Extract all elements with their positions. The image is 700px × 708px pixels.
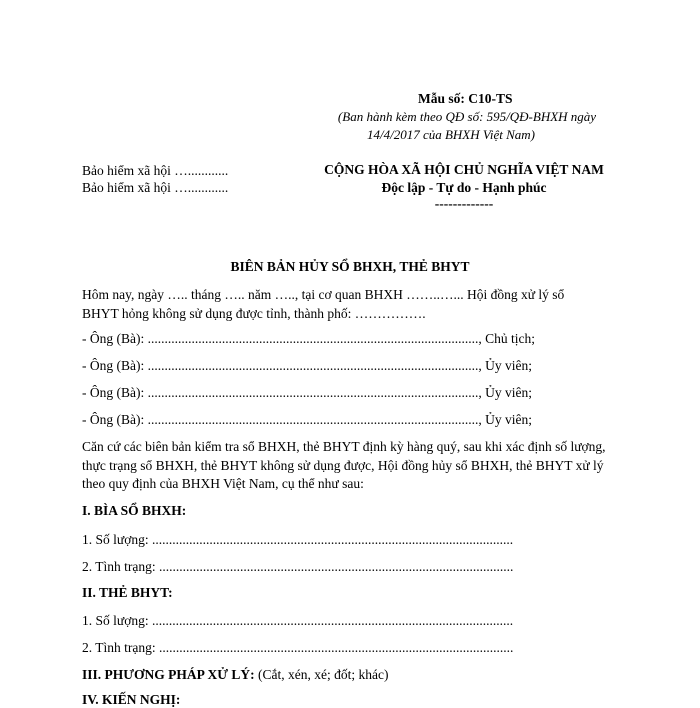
member-name-blank: .................................................................................................. [147, 385, 479, 400]
member-role: , Ủy viên; [478, 385, 532, 400]
agency-line-1: Bảo hiểm xã hội …............ [82, 163, 229, 178]
member-chairman [82, 331, 535, 347]
member-role: , Chủ tịch; [478, 331, 535, 346]
national-motto: Độc lập - Tự do - Hạnh phúc [381, 180, 547, 195]
member-name-blank: .................................................................................................. [147, 412, 479, 427]
member-name-blank: .................................................................................................. [147, 358, 479, 373]
member-name-blank: .................................................................................................. [147, 331, 479, 346]
section-2-quantity: 1. Số lượng: ........................................................................................................... [82, 613, 514, 628]
basis-line-1: Căn cứ các biên bản kiểm tra sổ BHXH, thẻ BHYT định kỳ hàng quý, sau khi xác định số lượng, [82, 439, 606, 454]
member-prefix: - Ông (Bà): [82, 358, 148, 373]
member-commissioner-1 [82, 358, 532, 374]
intro-line-1: Hôm nay, ngày ….. tháng ….. năm ….., tại cơ quan BHXH ……..…... Hội đồng xử lý sổ [82, 287, 565, 302]
section-2-heading: II. THẺ BHYT: [82, 585, 173, 600]
member-commissioner-2 [82, 385, 532, 401]
basis-line-3: theo quy định của BHXH Việt Nam, cụ thể như sau: [82, 476, 364, 491]
section-3-heading: III. PHƯƠNG PHÁP XỬ LÝ: [82, 667, 258, 682]
agency-line-2: Bảo hiểm xã hội …............ [82, 180, 229, 195]
basis-line-2: thực trạng sổ BHXH, thẻ BHYT không sử dụng được, Hội đồng hủy sổ BHXH, thẻ BHYT xử lý [82, 458, 604, 473]
section-1-condition: 2. Tình trạng: ......................................................................................................... [82, 559, 514, 574]
form-issued-by-line2: 14/4/2017 của BHXH Việt Nam) [366, 127, 535, 142]
member-role: , Ủy viên; [478, 358, 532, 373]
form-issued-by-line1: (Ban hành kèm theo QĐ số: 595/QĐ-BHXH ngày [337, 109, 597, 124]
member-role: , Ủy viên; [478, 412, 532, 427]
national-divider: ------------- [434, 196, 494, 211]
section-4-heading: IV. KIẾN NGHỊ: [82, 692, 181, 707]
member-prefix: - Ông (Bà): [82, 412, 148, 427]
section-2-condition: 2. Tình trạng: ......................................................................................................... [82, 640, 514, 655]
section-1-quantity: 1. Số lượng: ........................................................................................................... [82, 532, 514, 547]
intro-line-2: BHYT hỏng không sử dụng được tỉnh, thành phố: ……………. [82, 306, 426, 321]
document-title: BIÊN BẢN HỦY SỔ BHXH, THẺ BHYT [230, 259, 470, 274]
member-prefix: - Ông (Bà): [82, 331, 148, 346]
section-3-options: (Cắt, xén, xé; đốt; khác) [258, 667, 389, 682]
national-title: CỘNG HÒA XÃ HỘI CHỦ NGHĨA VIỆT NAM [324, 162, 604, 177]
form-code: Mẫu số: C10-TS [418, 91, 513, 106]
section-1-heading: I. BÌA SỔ BHXH: [82, 503, 187, 518]
member-commissioner-3 [82, 412, 532, 428]
section-3-line [82, 667, 388, 683]
member-prefix: - Ông (Bà): [82, 385, 148, 400]
